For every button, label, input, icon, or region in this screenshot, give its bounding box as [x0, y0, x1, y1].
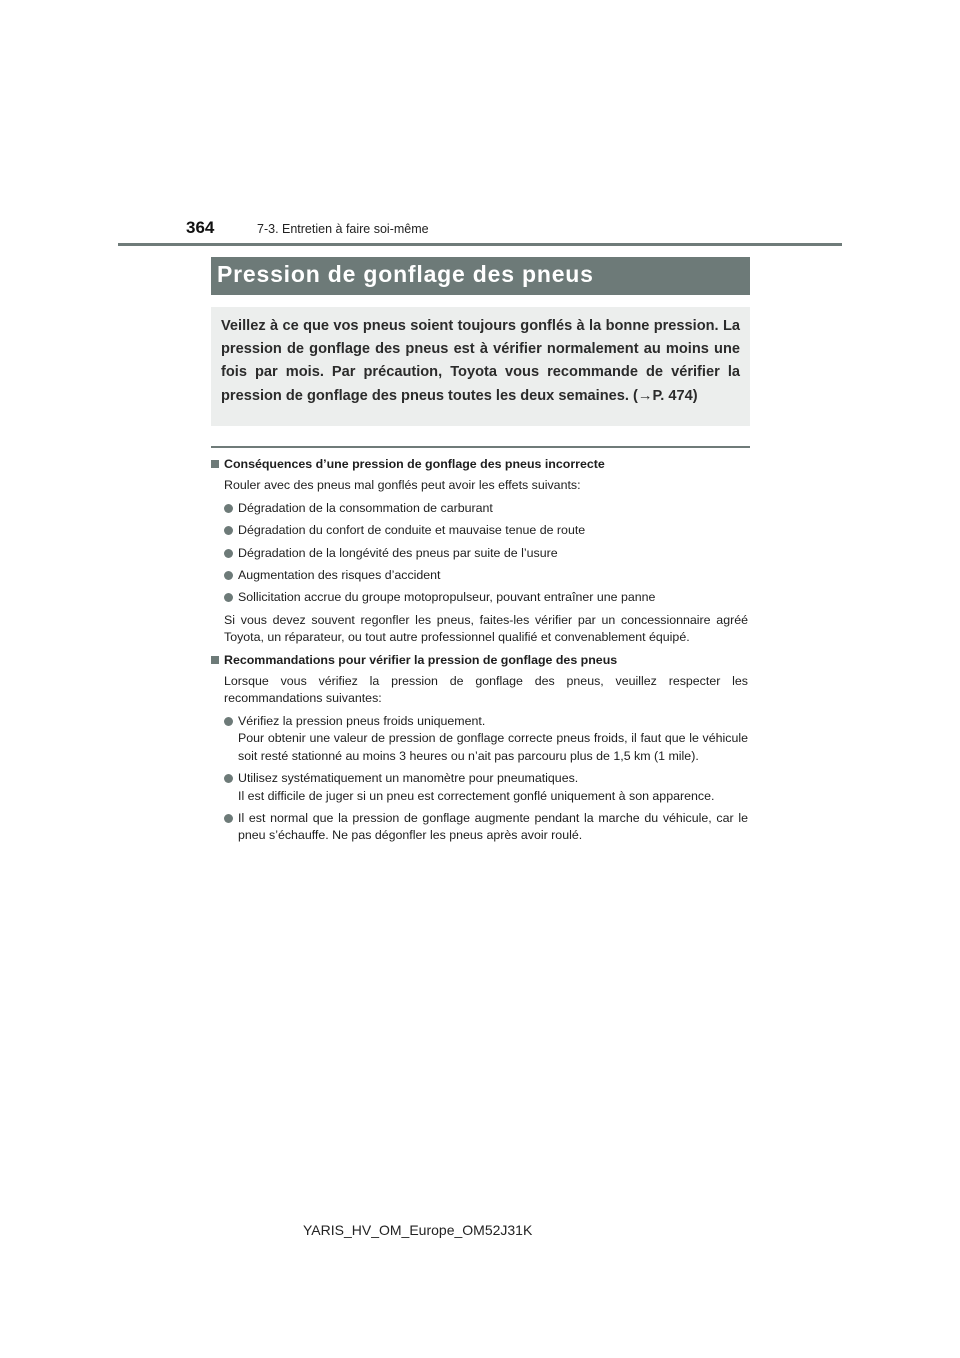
list-item — [211, 770, 748, 805]
circle-bullet-icon — [224, 504, 233, 513]
intro-text: Veillez à ce que vos pneus soient toujours gonflés à la bonne pression. La pression de gonflage des pneus est à vérifier normalement au moins une fois par mois. Par précaution, Toyota vous recommande de vérifier la pression de gonflage des pneus toutes les deux semaines. (→P. 474) — [221, 318, 740, 404]
document-footer: YARIS_HV_OM_Europe_OM52J31K — [303, 1222, 533, 1238]
header-divider — [118, 243, 842, 246]
list-item-text: Augmentation des risques d’accident — [238, 568, 441, 583]
list-item — [211, 713, 748, 765]
section-heading — [211, 456, 748, 473]
list-item — [211, 810, 748, 845]
list-item — [211, 500, 748, 517]
title-bar — [211, 257, 750, 295]
page-number: 364 — [186, 218, 215, 237]
breadcrumb: 7-3. Entretien à faire soi-même — [257, 222, 429, 236]
list-item-detail: Il est difficile de juger si un pneu est correctement gonflé uniquement à son apparence. — [238, 788, 715, 803]
list-item — [211, 522, 748, 539]
section-lead: Rouler avec des pneus mal gonflés peut avoir les effets suivants: — [224, 478, 581, 493]
list-item-text: Utilisez systématiquement un manomètre pour pneumatiques. — [238, 771, 579, 786]
circle-bullet-icon — [224, 549, 233, 558]
list-item-text: Sollicitation accrue du groupe motopropulseur, pouvant entraîner une panne — [238, 590, 656, 605]
list-item-detail: Pour obtenir une valeur de pression de gonflage correcte pneus froids, il faut que le véhicule soit resté stationné au moins 3 heures ou n’ait pas parcouru plus de 1,5 km (1 mile). — [238, 731, 748, 763]
section-divider — [211, 446, 750, 448]
page-title: Pression de gonflage des pneus — [217, 261, 594, 287]
list-item-text: Vérifiez la pression pneus froids uniquement. — [238, 713, 486, 728]
circle-bullet-icon — [224, 814, 233, 823]
list-item-text: Dégradation du confort de conduite et mauvaise tenue de route — [238, 523, 586, 538]
list-item-text: Dégradation de la consommation de carburant — [238, 500, 493, 515]
section-heading-text: Conséquences d’une pression de gonflage des pneus incorrecte — [224, 457, 605, 471]
circle-bullet-icon — [224, 526, 233, 535]
list-item — [211, 567, 748, 584]
list-item-text: Il est normal que la pression de gonflage augmente pendant la marche du véhicule, car le pneu s’échauffe. Ne pas dégonfler les pneus après avoir roulé. — [238, 810, 748, 843]
square-bullet-icon — [211, 460, 219, 468]
circle-bullet-icon — [224, 774, 233, 783]
list-item-text: Dégradation de la longévité des pneus par suite de l’usure — [238, 545, 558, 560]
intro-box — [211, 307, 750, 426]
section-heading — [211, 652, 748, 669]
list-item — [211, 589, 748, 606]
section-heading-text: Recommandations pour vérifier la pression de gonflage des pneus — [224, 652, 618, 667]
circle-bullet-icon — [224, 717, 233, 726]
section-closing: Si vous devez souvent regonfler les pneus, faites-les vérifier par un concessionnaire agréé Toyota, un réparateur, ou tout autre professionnel qualifié et convenablement équipé. — [224, 612, 748, 645]
section-lead: Lorsque vous vérifiez la pression de gonflage des pneus, veuillez respecter les recommandations suivantes: — [224, 674, 748, 706]
content — [211, 456, 748, 850]
list-item — [211, 545, 748, 562]
circle-bullet-icon — [224, 593, 233, 602]
square-bullet-icon — [211, 656, 219, 664]
circle-bullet-icon — [224, 571, 233, 580]
